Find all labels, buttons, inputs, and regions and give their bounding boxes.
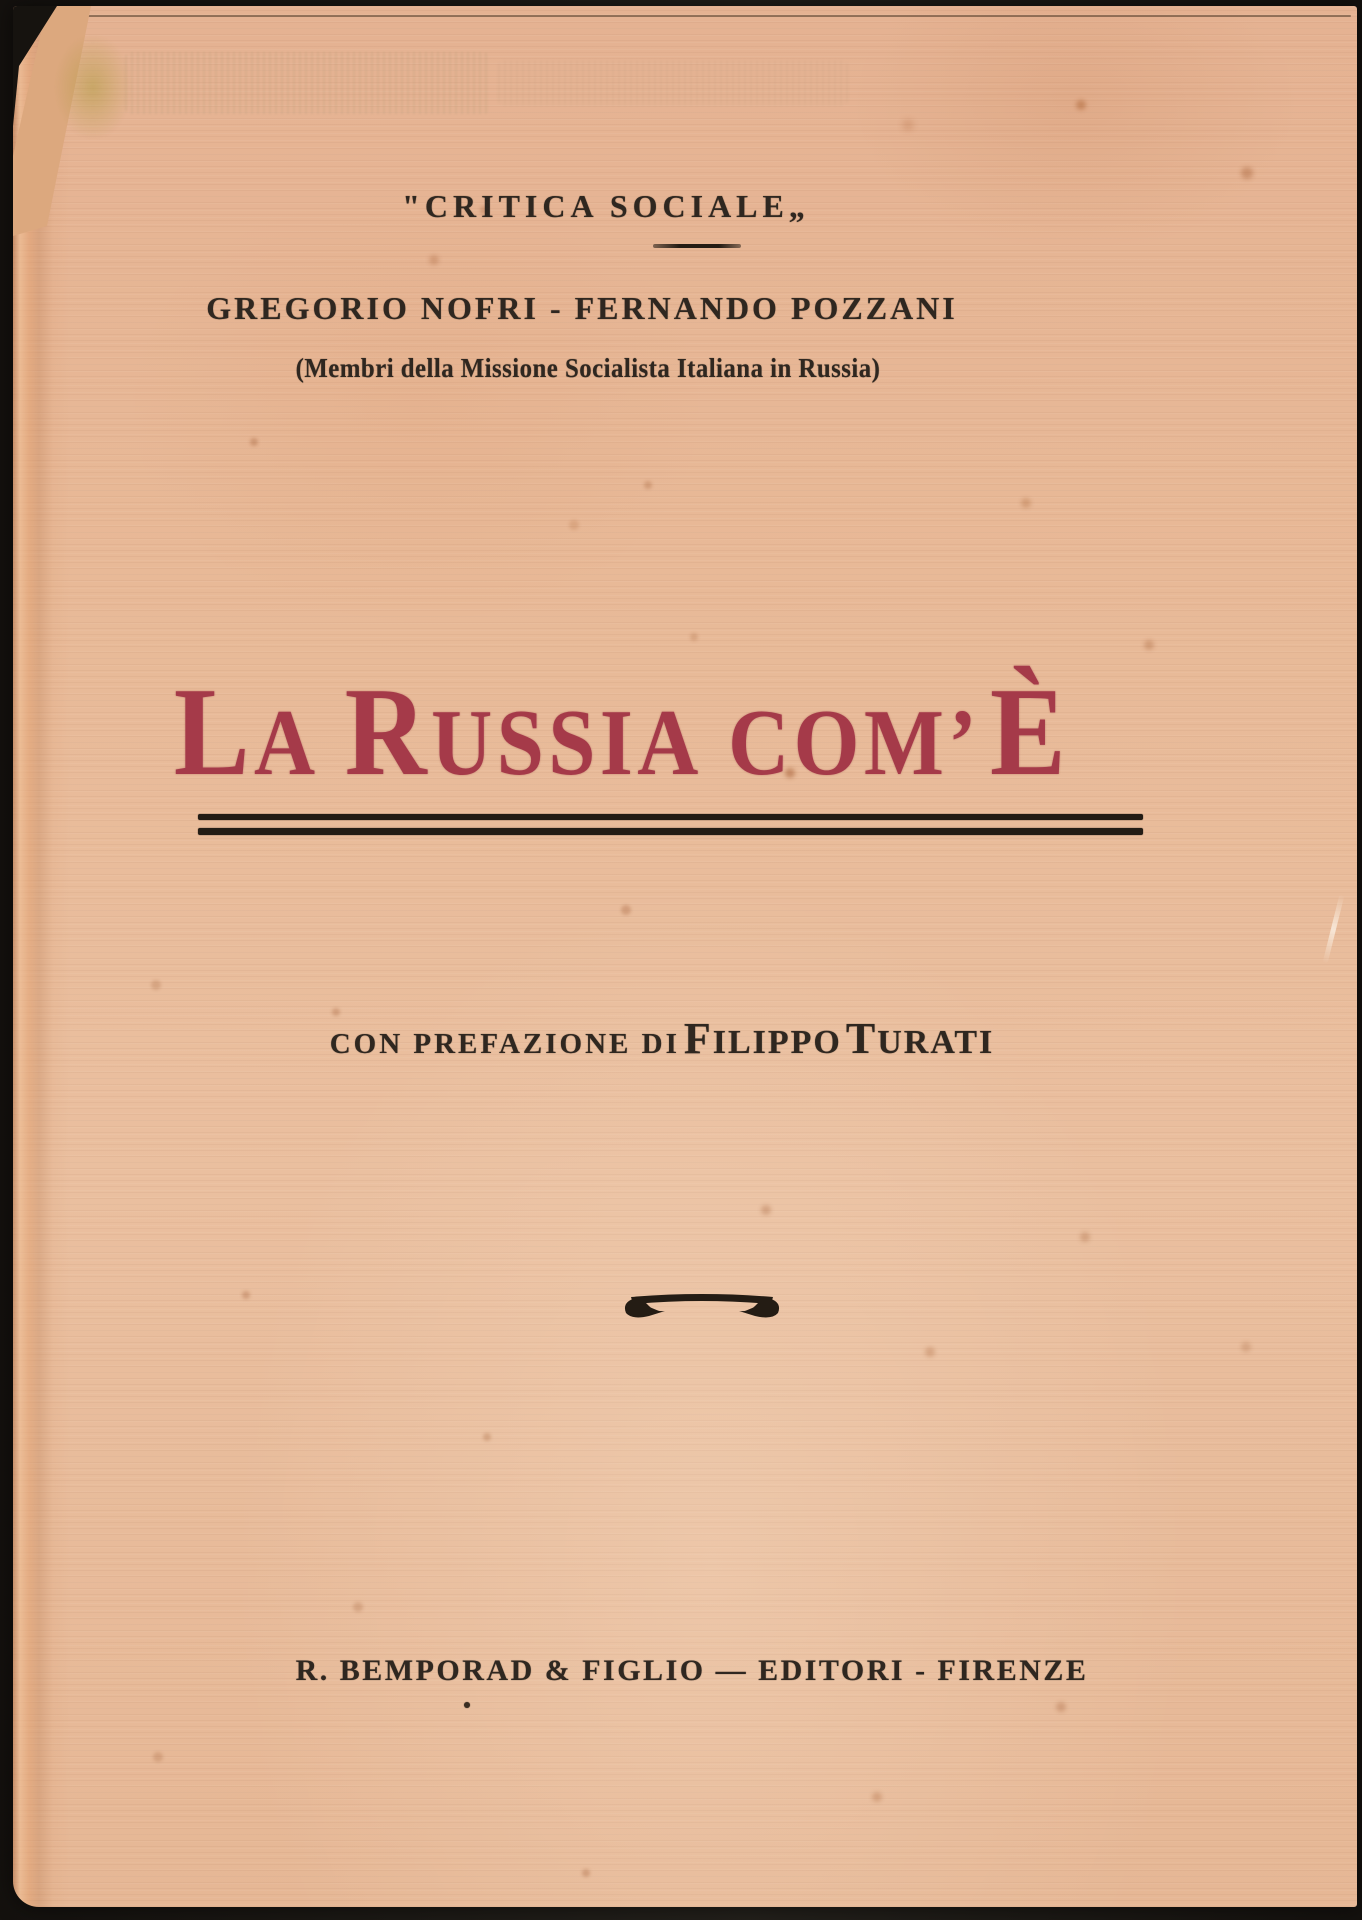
series-divider-rule: [653, 244, 741, 248]
divider-ornament-icon: [619, 1290, 785, 1324]
authors-line: GREGORIO NOFRI - FERNANDO POZZANI: [206, 290, 958, 326]
title-segment: R: [344, 663, 432, 802]
printed-dot: [464, 1702, 470, 1708]
book-title: [49, 663, 1196, 802]
publisher-line: R. BEMPORAD & FIGLIO — EDITORI - FIRENZE: [295, 1654, 1089, 1687]
preface-name: ILIPPO: [712, 1024, 842, 1061]
title-double-rule: [198, 814, 1143, 835]
title-segment: USSIA: [431, 691, 703, 795]
preface-lead: CON PREFAZIONE DI: [329, 1028, 680, 1060]
book-cover: [13, 6, 1357, 1907]
preface-name-initial: T: [845, 1014, 878, 1063]
preface-name-initial: F: [683, 1014, 713, 1063]
series-title: "CRITICA SOCIALE„: [402, 188, 810, 224]
rule-bottom: [198, 828, 1143, 835]
preface-name: URATI: [877, 1024, 995, 1061]
title-segment: A: [253, 691, 320, 795]
title-segment: COM’: [728, 691, 982, 795]
title-segment: L: [173, 663, 254, 802]
authors-note: (Membri della Missione Socialista Italiana in Russia): [295, 353, 881, 383]
title-segment: È: [990, 663, 1071, 802]
printed-matter: [13, 6, 1357, 1907]
preface-line: [25, 1013, 1299, 1064]
rule-top: [198, 814, 1143, 820]
